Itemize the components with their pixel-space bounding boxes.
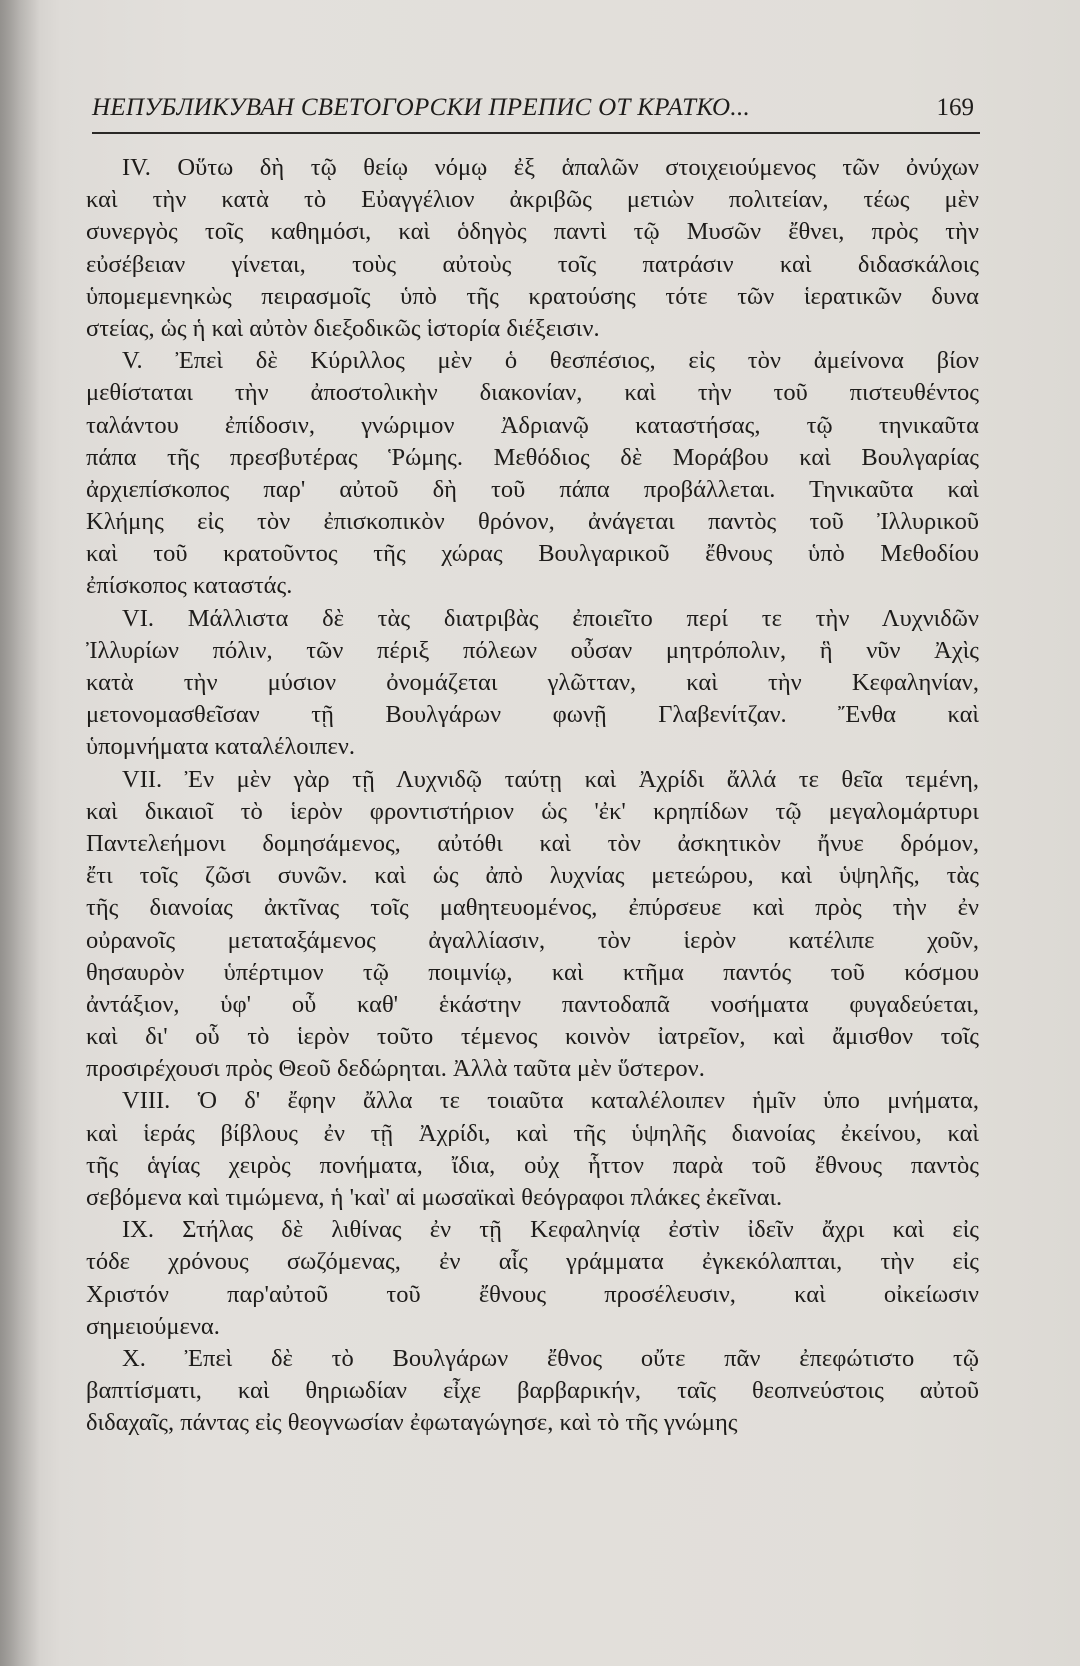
text-line: εὐσέβειαν γίνεται, τοὺς αὐτοὺς τοῖς πατράσιν καὶ διδασκάλοις bbox=[86, 250, 979, 278]
text-line: οὐρανοῖς μεταταξάμενος ἀγαλλίασιν, τὸν ἱερὸν κατέλιπε χοῦν, bbox=[86, 926, 979, 954]
text-line: μεθίσταται τὴν ἀποστολικὴν διακονίαν, καὶ τὴν τοῦ πιστευθέντος bbox=[86, 379, 979, 407]
text-line: πάπα τῆς πρεσβυτέρας Ῥώμης. Μεθόδιος δὲ Μοράβου καὶ Βουλγαρίας bbox=[86, 443, 979, 471]
text-line: Ἰλλυρίων πόλιν, τῶν πέριξ πόλεων οὖσαν μητρόπολιν, ἣ νῦν Ἀχὶς bbox=[86, 636, 979, 664]
text-line: καὶ ἱεράς βίβλους ἐν τῇ Ἀχρίδι, καὶ τῆς ὑψηλῆς διανοίας ἐκείνου, καὶ bbox=[86, 1119, 979, 1147]
paragraph bbox=[86, 1214, 979, 1343]
text-line: VIII. Ὁ δ' ἔφην ἄλλα τε τοιαῦτα καταλέλοιπεν ἡμῖν ὑπο μνήματα, bbox=[122, 1087, 979, 1115]
running-title: НЕПУБЛИКУВАН СВЕТОГОРСКИ ПРЕПИС ОТ КРАТКО... bbox=[92, 94, 751, 121]
text-line: V. Ἐπεὶ δὲ Κύριλλος μὲν ὁ θεσπέσιος, εἰς τὸν ἀμείνονα βίον bbox=[122, 347, 979, 375]
text-line: VII. Ἐν μὲν γὰρ τῇ Λυχνιδῷ ταύτῃ καὶ Ἀχρίδι ἄλλά τε θεῖα τεμένη, bbox=[122, 765, 979, 793]
text-line: θησαυρὸν ὑπέρτιμον τῷ ποιμνίῳ, καὶ κτῆμα παντός τοῦ κόσμου bbox=[86, 958, 979, 986]
text-line: ἔτι τοῖς ζῶσι συνῶν. καὶ ὡς ἀπὸ λυχνίας μετεώρου, καὶ ὑψηλῆς, τὰς bbox=[86, 862, 979, 890]
text-line: καὶ τὴν κατὰ τὸ Εὐαγγέλιον ἀκριβῶς μετιὼν πολιτείαν, τέως μὲν bbox=[86, 186, 979, 214]
running-header bbox=[92, 86, 980, 134]
text-line: βαπτίσματι, καὶ θηριωδίαν εἶχε βαρβαρικήν, ταῖς θεοπνεύστοις αὐτοῦ bbox=[86, 1377, 979, 1405]
body-text bbox=[86, 152, 979, 1440]
text-line: σημειούμενα. bbox=[86, 1312, 220, 1340]
text-line: ἀντάξιον, ὑφ' οὗ καθ' ἑκάστην παντοδαπᾶ νοσήματα φυγαδεύεται, bbox=[86, 990, 979, 1018]
text-line: τῆς διανοίας ἀκτῖνας τοῖς μαθητευομένος, ἐπύρσευε καὶ πρὸς τὴν ἐν bbox=[86, 894, 979, 922]
text-line: ὑπομνήματα καταλέλοιπεν. bbox=[86, 733, 355, 761]
text-line: κατὰ τὴν μύσιον ὀνομάζεται γλῶτταν, καὶ τὴν Κεφαληνίαν, bbox=[86, 669, 979, 696]
gutter-shadow bbox=[0, 0, 40, 1666]
text-line: ὑπομεμενηκὼς πειρασμοῖς ὑπὸ τῆς κρατούσης τότε τῶν ἱερατικῶν δυνα bbox=[86, 282, 979, 310]
text-line: προσιρέχουσι πρὸς Θεοῦ δεδώρηται. Ἀλλὰ ταῦτα μὲν ὕστερον. bbox=[86, 1055, 705, 1083]
text-line: ταλάντου ἐπίδοσιν, γνώριμον Ἀδριανῷ καταστήσας, τῷ τηνικαῦτα bbox=[86, 411, 979, 439]
text-line: μετονομασθεῖσαν τῇ Βουλγάρων φωνῇ Γλαβενίτζαν. Ἔνθα καὶ bbox=[86, 701, 979, 729]
text-line: ἀρχιεπίσκοπος παρ' αὐτοῦ δὴ τοῦ πάπα προβάλλεται. Τηνικαῦτα καὶ bbox=[86, 475, 979, 503]
text-line: καὶ δι' οὗ τὸ ἱερὸν τοῦτο τέμενος κοινὸν ἰατρεῖον, καὶ ἄμισθον τοῖς bbox=[86, 1023, 979, 1051]
text-line: IV. Οὕτω δὴ τῷ θείῳ νόμῳ ἐξ ἁπαλῶν στοιχειούμενος τῶν ὀνύχων bbox=[122, 154, 979, 181]
text-line: καὶ τοῦ κρατοῦντος τῆς χώρας Βουλγαρικοῦ ἔθνους ὑπὸ Μεθοδίου bbox=[86, 540, 979, 568]
paragraph bbox=[86, 1343, 979, 1440]
page-number: 169 bbox=[936, 94, 974, 121]
text-line: τόδε χρόνους σωζόμενας, ἐν αἷς γράμματα ἐγκεκόλαπται, τὴν εἰς bbox=[86, 1248, 979, 1276]
paragraph bbox=[86, 1085, 979, 1214]
text-line: τῆς ἁγίας χειρὸς πονήματα, ἴδια, οὐχ ἧττον παρὰ τοῦ ἔθνους παντὸς bbox=[86, 1151, 979, 1179]
text-line: στείας, ὡς ἡ καὶ αὐτὸν διεξοδικῶς ἱστορία διέξεισιν. bbox=[86, 314, 600, 342]
paragraph bbox=[86, 152, 979, 345]
text-line: VI. Μάλλιστα δὲ τὰς διατριβὰς ἐποιεῖτο περί τε τὴν Λυχνιδῶν bbox=[122, 604, 979, 632]
paragraph bbox=[86, 764, 979, 1086]
text-line: Χριστόν παρ'αὐτοῦ τοῦ ἔθνους προσέλευσιν, καὶ οἰκείωσιν bbox=[86, 1280, 979, 1308]
paragraph bbox=[86, 603, 979, 764]
text-line: ἐπίσκοπος καταστάς. bbox=[86, 572, 293, 600]
text-line: Παντελεήμονι δομησάμενος, αὐτόθι καὶ τὸν ἀσκητικὸν ἤνυε δρόμον, bbox=[86, 829, 979, 857]
text-line: Κλήμης εἰς τὸν ἐπισκοπικὸν θρόνον, ἀνάγεται παντὸς τοῦ Ἰλλυρικοῦ bbox=[86, 508, 979, 536]
text-line: συνεργὸς τοῖς καθημόσι, καὶ ὁδηγὸς παντὶ τῷ Μυσῶν ἔθνει, πρὸς τὴν bbox=[86, 218, 979, 246]
text-line: διδαχαῖς, πάντας εἰς θεογνωσίαν ἐφωταγώγησε, καὶ τὸ τῆς γνώμης bbox=[86, 1409, 738, 1437]
text-line: IX. Στήλας δὲ λιθίνας ἐν τῇ Κεφαληνίᾳ ἐστὶν ἰδεῖν ἄχρι καὶ εἰς bbox=[122, 1216, 979, 1244]
text-line: καὶ δικαιοῖ τὸ ἱερὸν φροντιστήριον ὡς 'ἐκ' κρηπίδων τῷ μεγαλομάρτυρι bbox=[86, 797, 979, 825]
text-line: X. Ἐπεὶ δὲ τὸ Βουλγάρων ἔθνος οὔτε πᾶν ἐπεφώτιστο τῷ bbox=[122, 1344, 979, 1372]
paragraph bbox=[86, 345, 979, 603]
text-line: σεβόμενα καὶ τιμώμενα, ἡ 'καὶ' αἱ μωσαϊκαὶ θεόγραφοι πλάκες ἐκεῖναι. bbox=[86, 1184, 783, 1211]
